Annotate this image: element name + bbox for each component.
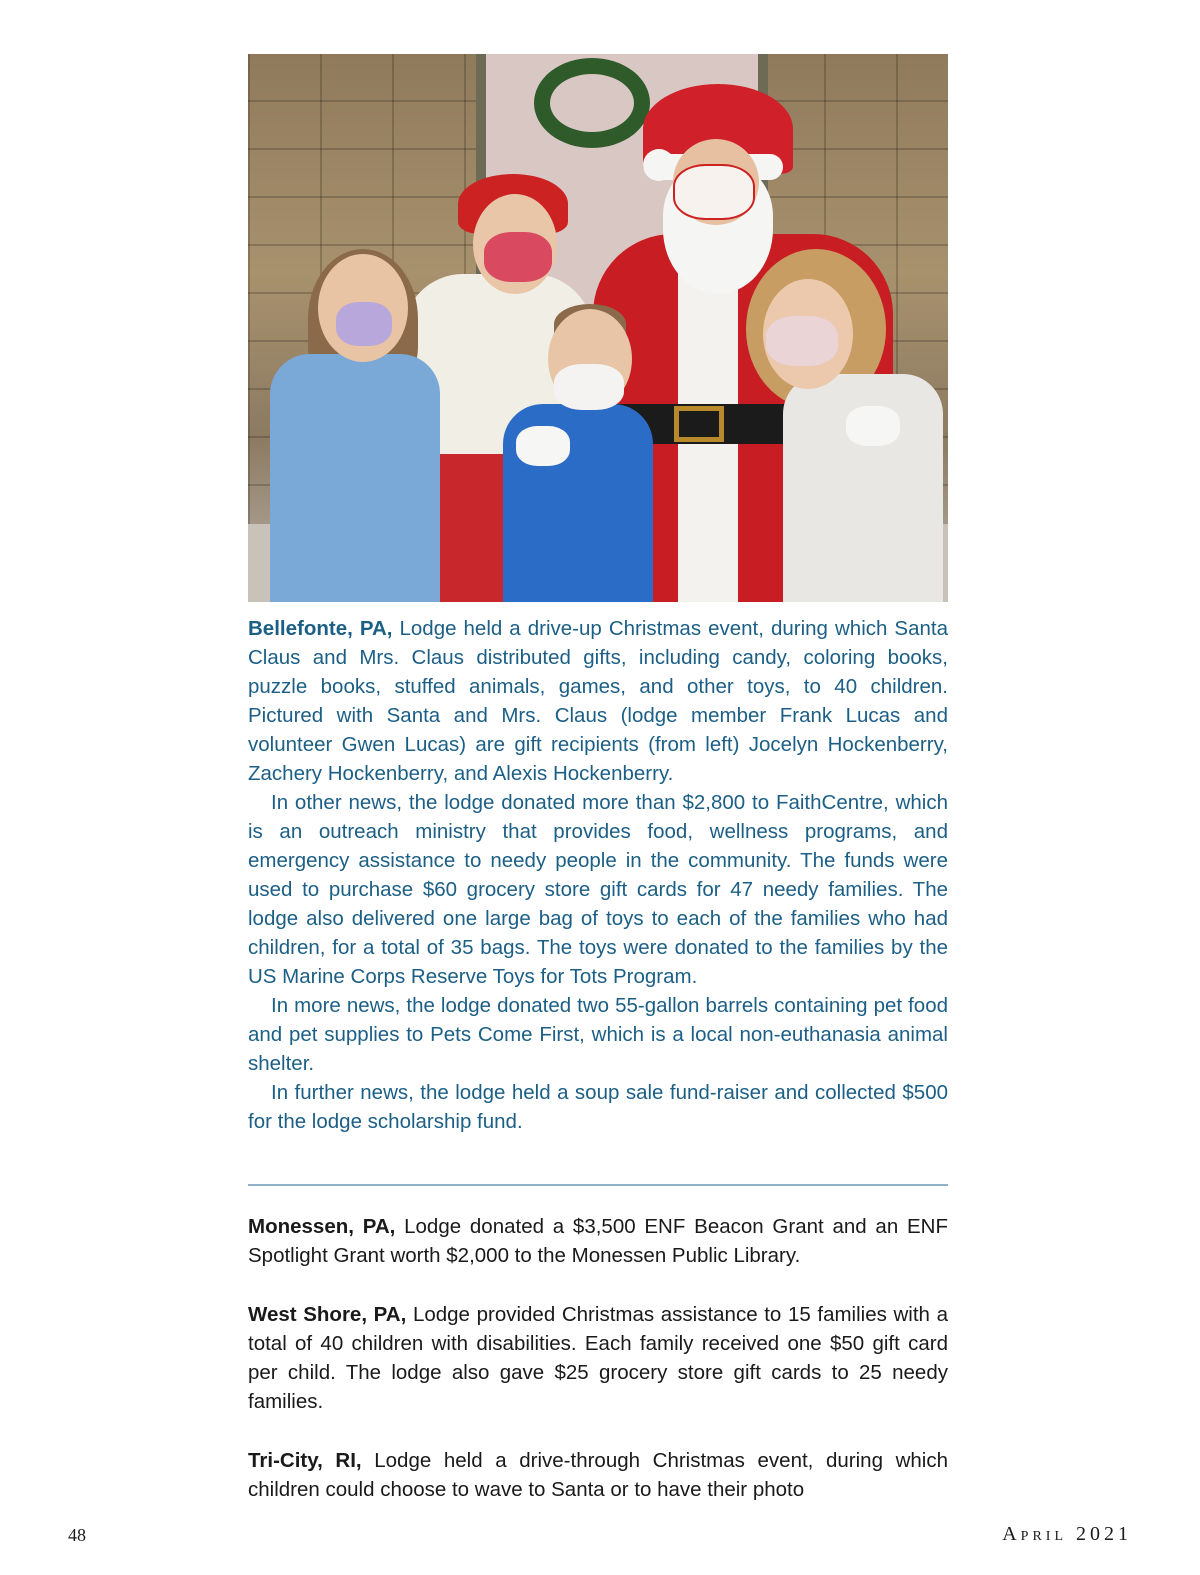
item-lead: West Shore, PA,: [248, 1303, 407, 1326]
caption-lead: Bellefonte, PA,: [248, 617, 393, 640]
event-photo: [248, 54, 948, 602]
lodge-item: [248, 1446, 948, 1504]
item-lead: Monessen, PA,: [248, 1215, 396, 1238]
photo-caption: [248, 614, 948, 1136]
item-text: Lodge donated a $3,500 ENF Beacon Grant and an ENF Spotlight Grant worth $2,000 to the Monessen Public Library.: [248, 1215, 948, 1267]
glove: [516, 426, 570, 466]
issue-date: April 2021: [1002, 1523, 1132, 1545]
item-text: Lodge held a drive-through Christmas event, during which children could choose to wave to Santa or to have their photo: [248, 1449, 948, 1501]
lodge-item: [248, 1212, 948, 1270]
item-text: Lodge provided Christmas assistance to 15 families with a total of 40 children with disabilities. Each family received one $50 gift card per child. The lodge also gave $25 grocery store gift cards to 25 needy families.: [248, 1303, 948, 1413]
caption-paragraph: In further news, the lodge held a soup sale fund-raiser and collected $500 for the lodge scholarship fund.: [248, 1081, 948, 1133]
caption-text: Lodge held a drive-up Christmas event, during which Santa Claus and Mrs. Claus distributed gifts, including candy, coloring books, puzzle books, stuffed animals, games, and other toys, to 40 children. Pictured with Santa and Mrs. Claus (lodge member Frank Lucas and volunteer Gwen Lucas) are gift recipients (from left) Jocelyn Hockenberry, Zachery Hockenberry, and Alexis Hockenberry.: [248, 617, 948, 785]
glove: [846, 406, 900, 446]
section-divider: [248, 1184, 948, 1186]
caption-paragraph: In other news, the lodge donated more than $2,800 to FaithCentre, which is an outreach ministry that provides food, wellness programs, and emergency assistance to needy people in the community. The funds were used to purchase $60 grocery store gift cards for 47 needy families. The lodge also delivered one large bag of toys to each of the families who had children, for a total of 35 bags. The toys were donated to the families by the US Marine Corps Reserve Toys for Tots Program.: [248, 791, 948, 988]
lodge-item: [248, 1300, 948, 1416]
wreath: [534, 58, 650, 148]
page-number: 48: [68, 1525, 86, 1545]
item-lead: Tri-City, RI,: [248, 1449, 362, 1472]
caption-paragraph: In more news, the lodge donated two 55-gallon barrels containing pet food and pet supplies to Pets Come First, which is a local non-euthanasia animal shelter.: [248, 994, 948, 1075]
caption-paragraph: [248, 614, 948, 788]
